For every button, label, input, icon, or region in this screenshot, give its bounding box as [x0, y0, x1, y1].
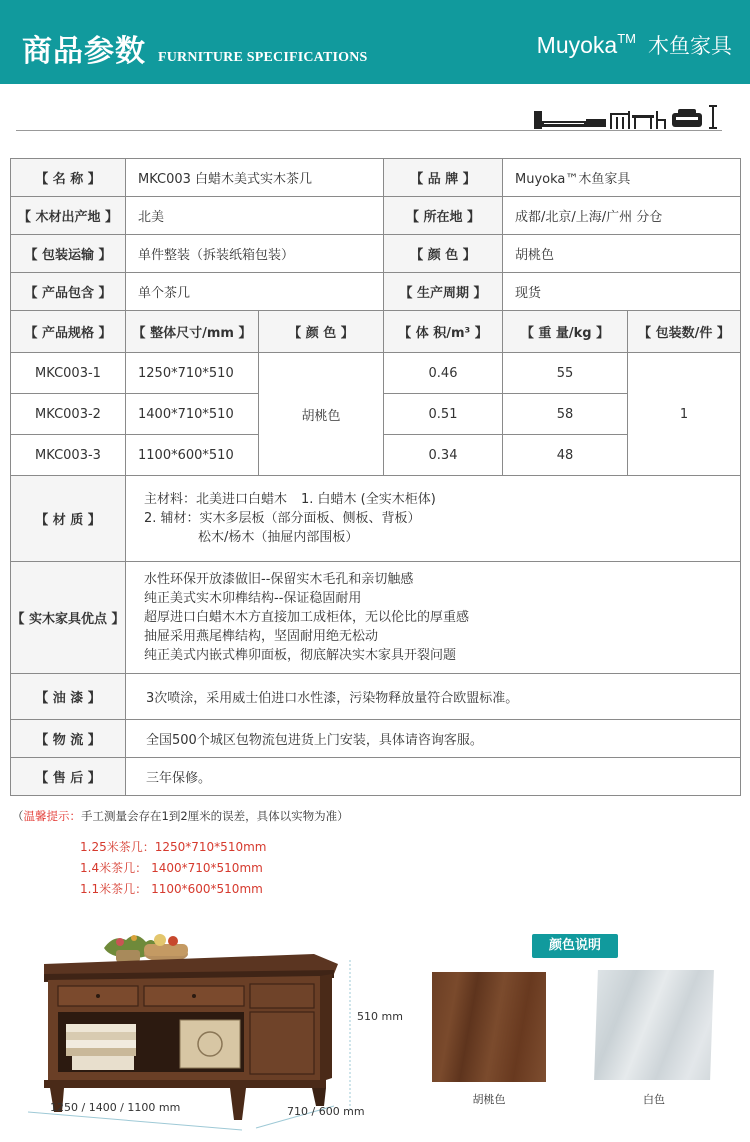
dimension-width: 1250 / 1400 / 1100 mm [50, 1101, 181, 1114]
weight-cell: 58 [503, 394, 628, 435]
weight-cell: 55 [503, 353, 628, 394]
package-label: 【 包装运输 】 [11, 235, 126, 273]
brand-name-cn: 木鱼家具 [648, 34, 732, 58]
page-subtitle: FURNITURE SPECIFICATIONS [158, 50, 368, 65]
table-row [11, 562, 741, 674]
col-header-size: 【 整体尺寸/mm 】 [126, 311, 259, 353]
size-cell: 1100*600*510 [126, 435, 259, 476]
brand-tm: TM [617, 31, 636, 46]
measurement-note: （温馨提示：手工测量会存在1到2厘米的误差，具体以实物为准） [12, 809, 349, 823]
table-row [11, 758, 741, 796]
origin-value: 北美 [126, 197, 384, 235]
material-main: 主材料：北美进口白蜡木 [144, 492, 288, 507]
logistics-label: 【 物 流 】 [11, 720, 126, 758]
col-header-packages: 【 包装数/件 】 [628, 311, 741, 353]
location-label: 【 所在地 】 [384, 197, 503, 235]
decor-basket [144, 934, 188, 962]
list-item: 水性环保开放漆做旧--保留实木毛孔和亲切触感 [144, 572, 414, 587]
cycle-value: 现货 [503, 273, 741, 311]
page-header [0, 0, 750, 84]
list-item: 1.4米茶几： 1400*710*510mm [80, 861, 263, 875]
color-value: 胡桃色 [503, 235, 741, 273]
list-item: 纯正美式内嵌式榫卯面板，彻底解决实木家具开裂问题 [144, 648, 457, 663]
sizes-header-row [11, 311, 741, 353]
volume-cell: 0.51 [384, 394, 503, 435]
paint-label: 【 油 漆 】 [11, 674, 126, 720]
location-value: 成都/北京/上海/广州 分仓 [503, 197, 741, 235]
white-color-swatch [594, 970, 714, 1080]
walnut-swatch-label: 胡桃色 [472, 1093, 506, 1106]
model-cell: MKC003-1 [11, 353, 126, 394]
walnut-color-swatch [432, 972, 546, 1082]
furniture-silhouette-icon [532, 103, 722, 131]
material-main-detail: 1. 白蜡木 (全实木柜体) [301, 492, 436, 507]
paint-value: 3次喷涂，采用威士伯进口水性漆，污染物释放量符合欧盟标准。 [126, 674, 741, 720]
list-item: 抽屉采用燕尾榫结构，坚固耐用绝无松动 [144, 629, 379, 644]
spec-table [10, 158, 741, 796]
size-cell: 1250*710*510 [126, 353, 259, 394]
aftersale-value: 三年保修。 [126, 758, 741, 796]
table-row [11, 674, 741, 720]
model-cell: MKC003-3 [11, 435, 126, 476]
origin-label: 【 木材出产地 】 [11, 197, 126, 235]
table-row [11, 273, 741, 311]
cycle-label: 【 生产周期 】 [384, 273, 503, 311]
table-row [11, 353, 741, 394]
white-swatch-label: 白色 [643, 1093, 665, 1106]
package-value: 单件整装（拆装纸箱包装） [126, 235, 384, 273]
size-list [80, 837, 266, 900]
name-value: MKC003 白蜡木美式实木茶几 [126, 159, 384, 197]
dimension-height: 510 mm [357, 1010, 403, 1023]
includes-label: 【 产品包含 】 [11, 273, 126, 311]
dimension-depth: 710 / 600 mm [287, 1105, 365, 1118]
col-header-color: 【 颜 色 】 [259, 311, 384, 353]
packages-merged-cell: 1 [628, 353, 741, 476]
material-aux: 2. 辅材：实木多层板（部分面板、侧板、背板） [144, 511, 421, 526]
brand-name: Muyoka [536, 32, 618, 58]
brand-logo [537, 30, 732, 60]
list-item: 超厚进口白蜡木木方直接加工成柜体，无以伦比的厚重感 [144, 610, 470, 625]
includes-value: 单个茶几 [126, 273, 384, 311]
note-text: 手工测量会存在1到2厘米的误差，具体以实物为准） [81, 809, 349, 823]
size-cell: 1400*710*510 [126, 394, 259, 435]
material-label: 【 材 质 】 [11, 476, 126, 562]
brand-label: 【 品 牌 】 [384, 159, 503, 197]
material-inner: 松木/杨木（抽屉内部围板） [198, 530, 359, 545]
name-label: 【 名 称 】 [11, 159, 126, 197]
col-header-weight: 【 重 量/kg 】 [503, 311, 628, 353]
advantages-label: 【 实木家具优点 】 [11, 562, 126, 674]
logistics-value: 全国500个城区包物流包进货上门安装，具体请咨询客服。 [126, 720, 741, 758]
weight-cell: 48 [503, 435, 628, 476]
note-highlight: 温馨提示： [23, 809, 81, 823]
col-header-model: 【 产品规格 】 [11, 311, 126, 353]
table-row [11, 476, 741, 562]
color-section-title: 颜色说明 [532, 934, 618, 958]
list-item: 1.1米茶几： 1100*600*510mm [80, 882, 263, 896]
page-title: 商品参数 [22, 34, 146, 69]
color-merged-cell: 胡桃色 [259, 353, 384, 476]
model-cell: MKC003-2 [11, 394, 126, 435]
volume-cell: 0.46 [384, 353, 503, 394]
list-item: 1.25米茶几：1250*710*510mm [80, 840, 267, 854]
volume-cell: 0.34 [384, 435, 503, 476]
table-row [11, 159, 741, 197]
table-row [11, 720, 741, 758]
list-item: 纯正美式实木卯榫结构--保证稳固耐用 [144, 591, 362, 606]
brand-value: Muyoka™木鱼家具 [503, 159, 741, 197]
table-row [11, 235, 741, 273]
table-row [11, 197, 741, 235]
material-value [126, 476, 741, 562]
col-header-volume: 【 体 积/m³ 】 [384, 311, 503, 353]
color-label: 【 颜 色 】 [384, 235, 503, 273]
header-divider [16, 130, 722, 131]
aftersale-label: 【 售 后 】 [11, 758, 126, 796]
advantages-list [126, 562, 741, 674]
